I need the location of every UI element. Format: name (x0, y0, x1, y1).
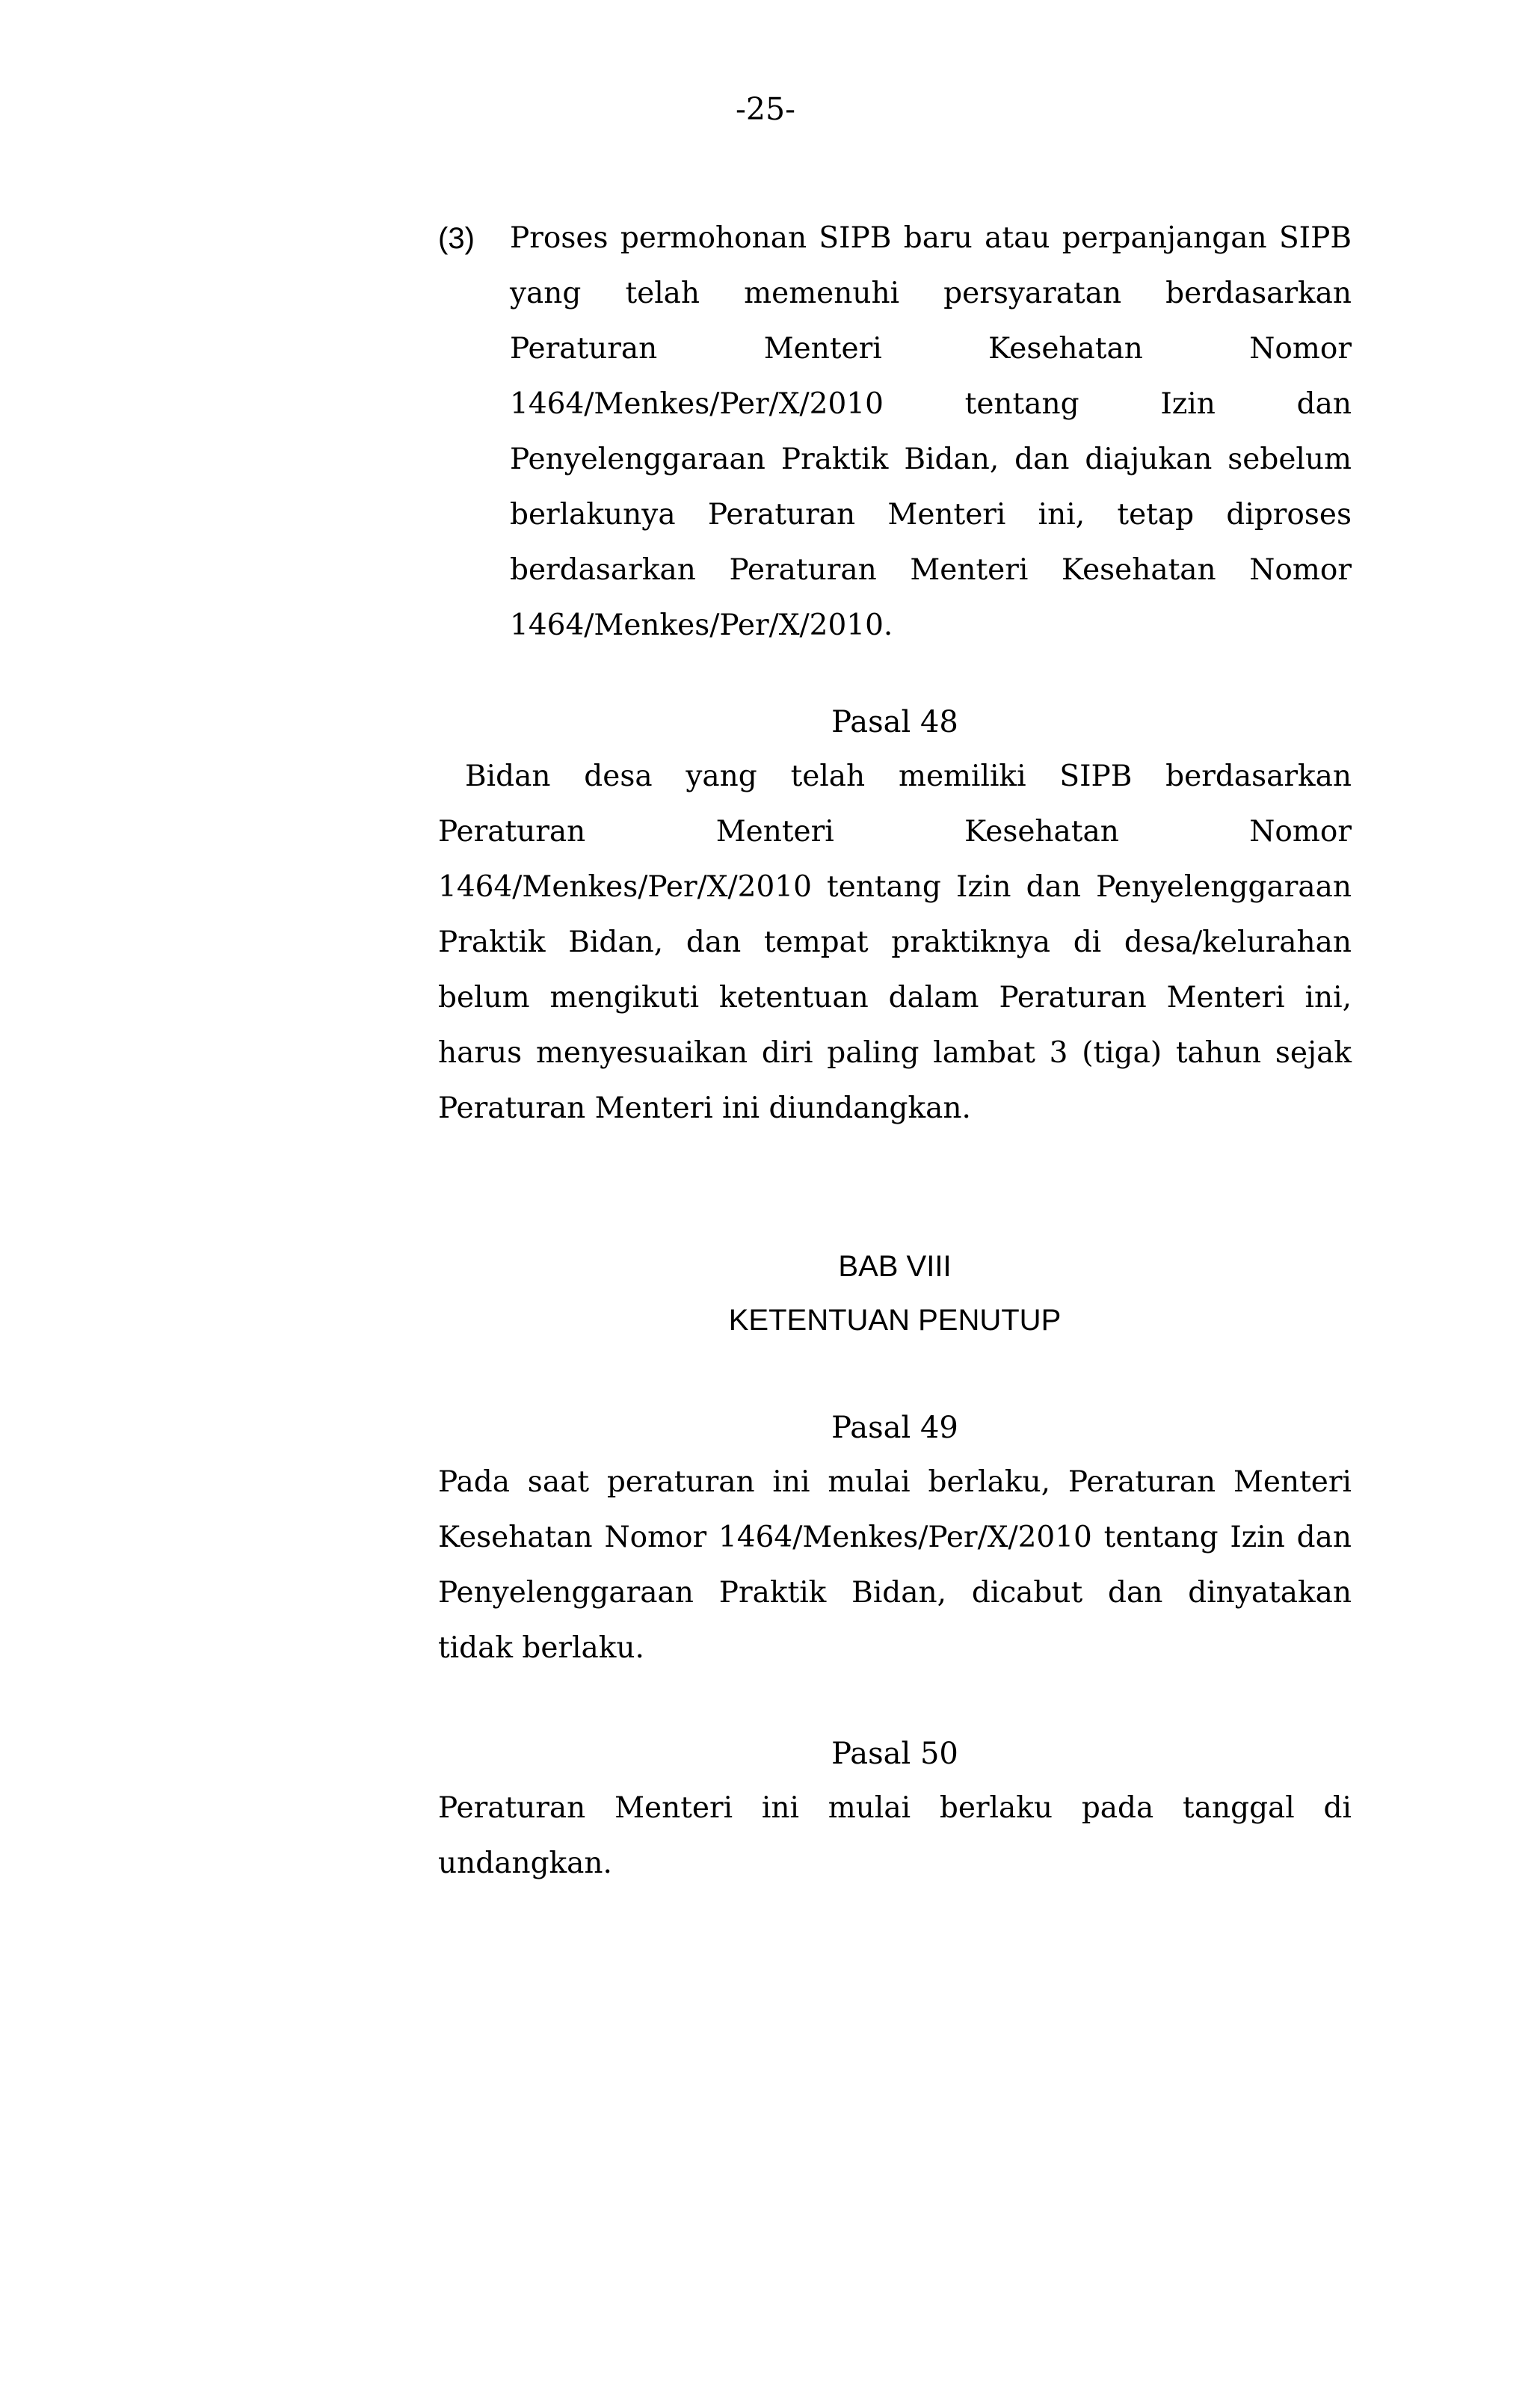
pasal-49-title: Pasal 49 (831, 1411, 958, 1445)
list-item (438, 211, 1352, 653)
pasal-50-text: Peraturan Menteri ini mulai berlaku pada tanggal di undangkan. (438, 1791, 1352, 1880)
bab-title: BAB VIII (838, 1250, 952, 1283)
bab-subtitle: KETENTUAN PENUTUP (728, 1304, 1062, 1337)
pasal-50-title: Pasal 50 (831, 1737, 958, 1771)
page-number: -25- (736, 91, 795, 127)
item-text: Proses permohonan SIPB baru atau perpanjangan SIPB yang telah memenuhi persyaratan berdasarkan Peraturan Menteri Kesehatan Nomor 1464/Menkes/Per/X/2010 tentang Izin dan Penyelenggaraan Praktik Bidan, dan diajukan sebelum berlakunya Peraturan Menteri ini, tetap diproses berdasarkan Peraturan Menteri Kesehatan Nomor 1464/Menkes/Per/X/2010. (510, 221, 1352, 642)
ayat-3 (438, 211, 1352, 653)
item-number: (3) (438, 222, 475, 255)
pasal-48-title: Pasal 48 (831, 705, 958, 739)
pasal-48-text: Bidan desa yang telah memiliki SIPB berdasarkan Peraturan Menteri Kesehatan Nomor 1464/Menkes/Per/X/2010 tentang Izin dan Penyelenggaraan Praktik Bidan, dan tempat praktiknya di desa/kelurahan belum mengikuti ketentuan dalam Peraturan Menteri ini, harus menyesuaikan diri paling lambat 3 (tiga) tahun sejak Peraturan Menteri ini diundangkan. (438, 760, 1352, 1125)
pasal-49-text: Pada saat peraturan ini mulai berlaku, Peraturan Menteri Kesehatan Nomor 1464/Menkes/Per/X/2010 tentang Izin dan Penyelenggaraan Praktik Bidan, dicabut dan dinyatakan tidak berlaku. (438, 1465, 1352, 1665)
